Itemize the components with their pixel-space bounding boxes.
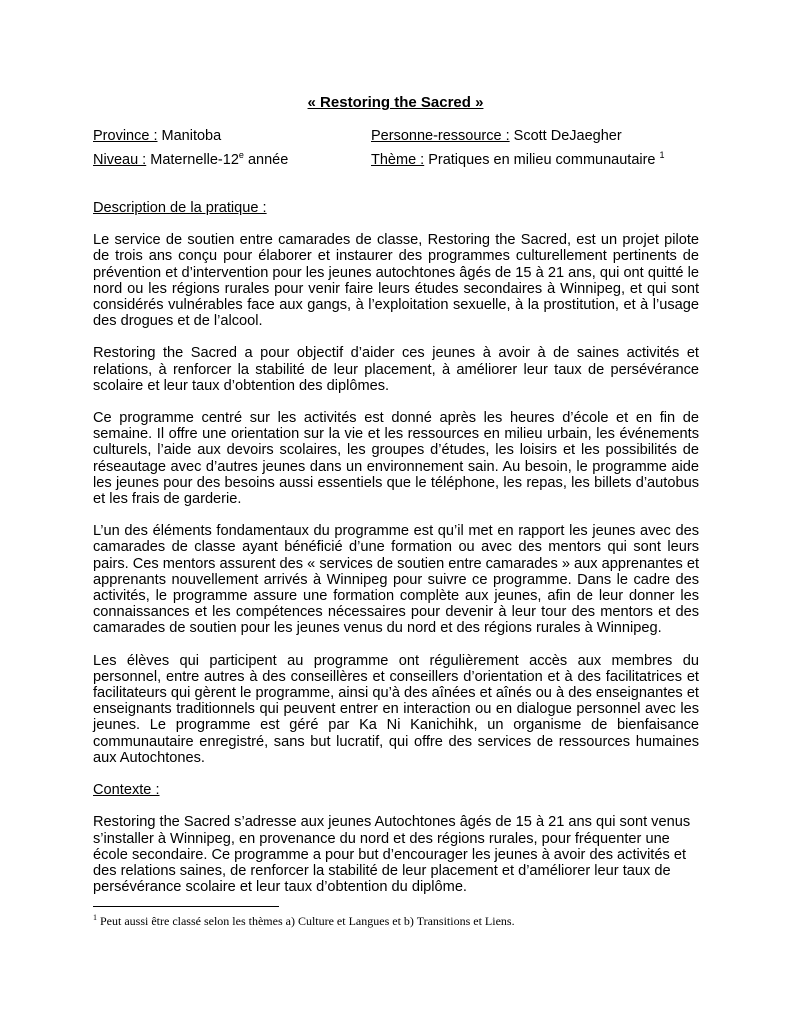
niveau-value-main: Maternelle-12 bbox=[150, 152, 239, 168]
niveau-value bbox=[150, 152, 288, 168]
province-label: Province : bbox=[93, 128, 158, 144]
description-paragraph-3: Ce programme centré sur les activités est donné après les heures d’école et en fin de semaine. Il offre une orientation sur la vie et les ressources en milieu urbain, les événements culturels, l’aide aux devoirs scolaires, les groupes d’études, les loisirs et les possibilités de réseautage avec d’autres jeunes dans un environnement sain. Au besoin, le programme aide les jeunes pour des besoins aussi essentiels que le téléphone, les repas, les billets d’autobus et les frais de garderie. bbox=[93, 410, 699, 508]
personne-ressource-row bbox=[371, 127, 622, 145]
footnote-text: Peut aussi être classé selon les thèmes a) Culture et Langues et b) Transitions et Liens. bbox=[97, 914, 515, 928]
contexte-paragraph-1: Restoring the Sacred s’adresse aux jeunes Autochtones âgés de 15 à 21 ans qui sont venus s’installer à Winnipeg, en provenance du nord et des régions rurales, pour fréquenter une école secondaire. Ce programme a pour but d’encourager les jeunes à avoir des activités et des relations saines, de renforcer la stabilité de leur placement et d’améliorer leur taux de persévérance scolaire et leur taux d’obtention du diplôme. bbox=[93, 814, 691, 896]
footnote-separator bbox=[93, 906, 279, 907]
theme-footnote-ref[interactable]: 1 bbox=[659, 150, 665, 160]
description-paragraph-5: Les élèves qui participent au programme ont régulièrement accès aux membres du personnel, entre autres à des conseillères et conseillers d’orientation et à des facilitatrices et facilitateurs qui gèrent le programme, ainsi qu’à des aînées et aînés ou à des enseignantes et enseignants traditionnels qui peuvent entrer en interaction ou en dialogue personnel avec les jeunes. Le programme est géré par Ka Ni Kanichihk, un organisme de bienfaisance communautaire enregistré, sans but lucratif, qui offre des services de ressources humaines aux Autochtones. bbox=[93, 652, 699, 766]
description-paragraph-2: Restoring the Sacred a pour objectif d’aider ces jeunes à avoir à de saines activités et relations, à renforcer la stabilité de leur placement, à améliorer leur taux de persévérance scolaire et leur taux d’obtention des diplômes. bbox=[93, 345, 699, 394]
niveau-value-suffix: année bbox=[243, 152, 289, 168]
niveau-row bbox=[93, 151, 288, 169]
footnote-number: 1 bbox=[93, 913, 97, 922]
footnote bbox=[93, 914, 515, 929]
personne-ressource-label: Personne-ressource : bbox=[371, 128, 510, 144]
contexte-heading: Contexte : bbox=[93, 782, 160, 799]
niveau-label: Niveau : bbox=[93, 152, 147, 168]
document-body bbox=[93, 200, 699, 911]
theme-label: Thème : bbox=[371, 152, 425, 168]
province-row bbox=[93, 127, 221, 145]
description-paragraph-1: Le service de soutien entre camarades de classe, Restoring the Sacred, est un projet pilote de trois ans conçu pour élaborer et instaurer des programmes culturellement pertinents de prévention et d’intervention pour les jeunes autochtones âgés de 15 à 21 ans, qui ont quitté le nord ou les régions rurales pour venir faire leurs études secondaires à Winnipeg, et qui sont considérés vulnérables face aux gangs, à l’exploitation sexuelle, à la prostitution, et à l’usage des drogues et de l’alcool. bbox=[93, 232, 699, 330]
niveau-superscript: e bbox=[238, 150, 244, 160]
description-heading: Description de la pratique : bbox=[93, 200, 267, 216]
province-value: Manitoba bbox=[161, 128, 222, 144]
description-paragraph-4: L’un des éléments fondamentaux du programme est qu’il met en rapport les jeunes avec des camarades de classe ayant bénéficié d’une formation ou avec des mentors qui sont leurs pairs. Ces mentors assurent des « services de soutien entre camarades » aux apprenantes et apprenants nouvellement arrivés à Winnipeg pour suivre ce programme. Dans le cadre des activités, le programme assure une formation complète aux jeunes, afin de leur donner les connaissances et les compétences nécessaires pour devenir à leur tour des mentors et des camarades de soutien pour les jeunes venus du nord et des régions rurales à Winnipeg. bbox=[93, 523, 699, 637]
document-title: « Restoring the Sacred » bbox=[307, 94, 484, 111]
personne-ressource-value: Scott DeJaegher bbox=[513, 128, 622, 144]
theme-value: Pratiques en milieu communautaire bbox=[428, 152, 656, 168]
theme-row bbox=[371, 151, 665, 169]
